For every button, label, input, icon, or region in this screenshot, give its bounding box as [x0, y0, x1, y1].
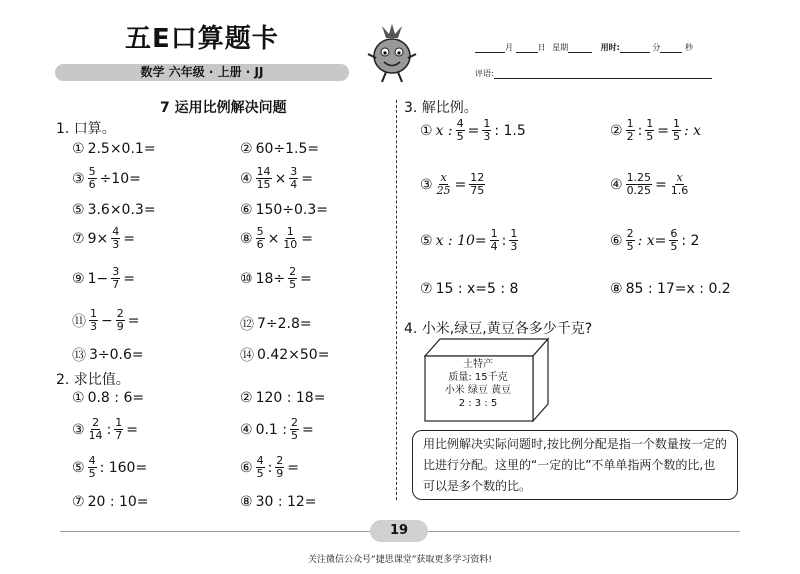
box-ratio: 2 : 3 : 5: [458, 398, 498, 409]
calc-item: ③ $\frac{5}{6}$ ÷10=: [72, 165, 141, 191]
box-items: 小米 绿豆 黄豆: [444, 385, 512, 396]
calc-item: ⑧ $\frac{5}{6}$ × $\frac{1}{10}$ =: [240, 225, 314, 251]
month-label: 月: [505, 43, 513, 52]
tip-box: 用比例解决实际问题时,按比例分配是指一个数量按一定的比进行分配。这里的“一定的比”不单单指两个数的比,也可以是多个数的比。: [412, 430, 738, 500]
part2-title: 2. 求比值。: [56, 372, 130, 388]
second-label: 秒: [684, 43, 693, 52]
ratio-item: ④ 0.1 : $\frac{2}{5}$ =: [240, 416, 314, 442]
calc-item: ⑩ 18÷ $\frac{2}{5}$ =: [240, 265, 312, 291]
calc-item: ⑥ 150÷0.3=: [240, 202, 329, 218]
part3-title: 3. 解比例。: [404, 100, 478, 116]
proportion-item: ⑥ $\frac{2}{5}$ : x= $\frac{6}{5}$ : 2: [610, 227, 700, 253]
calc-item: ② 60÷1.5=: [240, 141, 320, 157]
page-number: 19: [370, 520, 428, 542]
radish-mascot-icon: [364, 24, 420, 84]
proportion-item: ③ $\frac{x}{25}$ = $\frac{12}{75}$: [420, 171, 485, 197]
weekday-label: 星期: [552, 43, 569, 52]
brand-title: 五E口算题卡: [125, 24, 279, 54]
date-line: [475, 42, 693, 53]
time-label: 用时:: [600, 43, 620, 52]
calc-item: ① 2.5×0.1=: [72, 141, 156, 157]
calc-item: ⑬ 3÷0.6=: [72, 347, 144, 364]
calc-item: ⑨ 1− $\frac{3}{7}$ =: [72, 265, 135, 291]
ratio-item: ② 120 : 18=: [240, 390, 326, 406]
part4-title: 4. 小米,绿豆,黄豆各多少千克?: [404, 321, 593, 337]
proportion-item: ② $\frac{1}{2}$ : $\frac{1}{5}$ = $\frac{1}{5}$ : x: [610, 117, 702, 143]
proportion-item: ⑤ x : 10= $\frac{1}{4}$ : $\frac{1}{3}$: [420, 227, 518, 253]
calc-item: ④ $\frac{14}{15}$ × $\frac{3}{4}$ =: [240, 165, 314, 191]
review-line: [475, 68, 712, 79]
calc-item: ⑪ $\frac{1}{3}$ − $\frac{2}{9}$ =: [72, 307, 140, 333]
calc-item: ⑦ 9× $\frac{4}{3}$ =: [72, 225, 135, 251]
proportion-item: ① x : $\frac{4}{5}$ = $\frac{1}{3}$ : 1.5: [420, 117, 526, 143]
ratio-item: ⑤ $\frac{4}{5}$ : 160=: [72, 454, 148, 480]
calc-item: ⑭ 0.42×50=: [240, 347, 330, 364]
ratio-item: ⑦ 20 : 10=: [72, 494, 149, 510]
calc-item: ⑤ 3.6×0.3=: [72, 202, 156, 218]
review-label: 评语:: [475, 69, 494, 78]
calc-item: ⑫ 7÷2.8=: [240, 316, 312, 333]
proportion-item: ⑧ 85 : 17=x : 0.2: [610, 281, 731, 297]
box-title: 土特产: [463, 359, 493, 370]
day-label: 日: [537, 43, 546, 52]
ratio-item: ① 0.8 : 6=: [72, 390, 145, 406]
box-weight: 质量: 15千克: [448, 372, 508, 383]
footer-note: 关注微信公众号“捷思课堂”获取更多学习资料!: [308, 555, 492, 565]
ratio-item: ⑥ $\frac{4}{5}$ : $\frac{2}{9}$ =: [240, 454, 300, 480]
ratio-item: ⑧ 30 : 12=: [240, 494, 317, 510]
part1-title: 1. 口算。: [56, 121, 116, 137]
section-title: 7 运用比例解决问题: [160, 100, 287, 116]
minute-label: 分: [652, 43, 661, 52]
proportion-item: ④ $\frac{1.25}{0.25}$ = $\frac{x}{1.6}$: [610, 171, 689, 197]
ratio-item: ③ $\frac{2}{14}$ : $\frac{1}{7}$ =: [72, 416, 139, 442]
column-divider: [396, 100, 397, 500]
box-label: [426, 358, 530, 410]
subject-bar: 数学 六年级 · 上册 · JJ: [55, 64, 349, 81]
proportion-item: ⑦ 15 : x=5 : 8: [420, 281, 519, 297]
